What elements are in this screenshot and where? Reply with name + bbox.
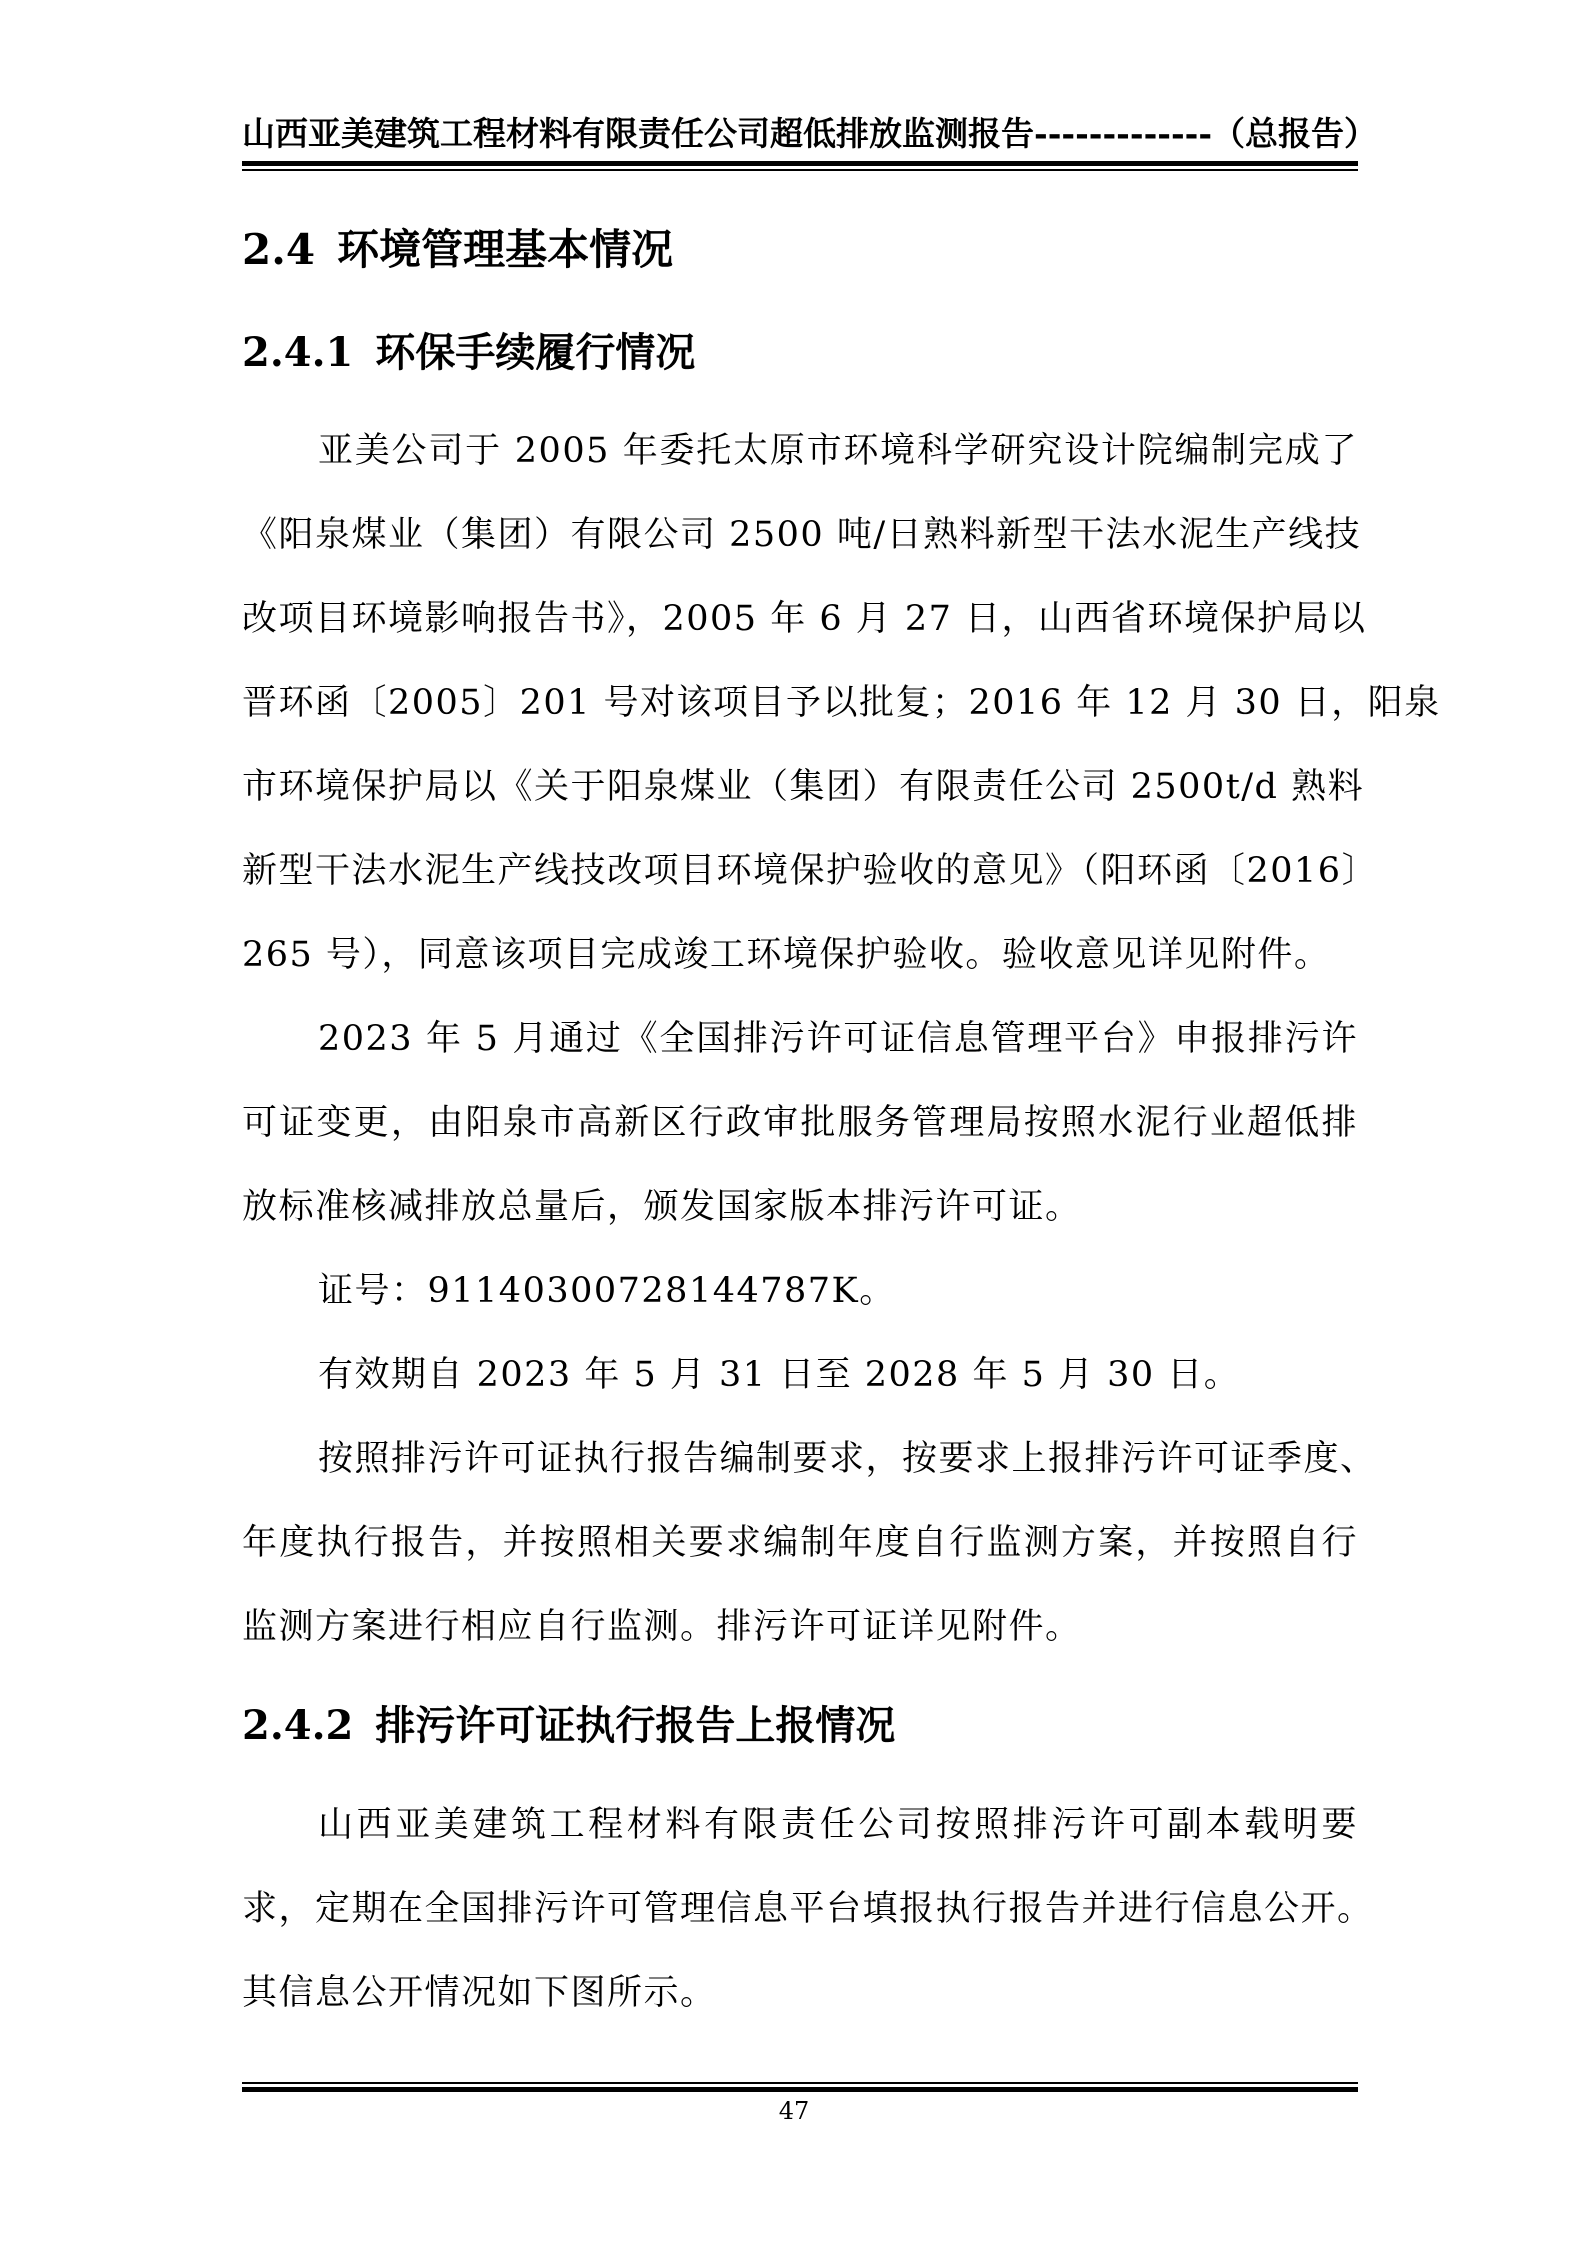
- paragraph-line: 新型干法水泥生产线技改项目环境保护验收的意见》（阳环函〔2016〕: [242, 851, 1379, 891]
- header-rule-thick: [242, 161, 1358, 166]
- section-2-4-1-heading: [242, 325, 695, 381]
- paragraph-line: 《阳泉煤业（集团）有限公司 2500 吨/日熟料新型干法水泥生产线技: [242, 515, 1362, 555]
- section-2-4-2-number: 2.4.2: [242, 1702, 354, 1749]
- paragraph-line: 亚美公司于 2005 年委托太原市环境科学研究设计院编制完成了: [318, 431, 1358, 471]
- paragraph-line: 监测方案进行相应自行监测。排污许可证详见附件。: [242, 1607, 1082, 1647]
- paragraph-line: 年度执行报告，并按照相关要求编制年度自行监测方案，并按照自行: [242, 1523, 1358, 1563]
- paragraph-line: 2023 年 5 月通过《全国排污许可证信息管理平台》申报排污许: [318, 1019, 1358, 1059]
- section-2-4-number: 2.4: [242, 225, 316, 274]
- paragraph-line: 可证变更，由阳泉市高新区行政审批服务管理局按照水泥行业超低排: [242, 1103, 1358, 1143]
- certificate-number: 证号：91140300728144787K。: [318, 1271, 896, 1311]
- paragraph-line: 265 号），同意该项目完成竣工环境保护验收。验收意见详见附件。: [242, 935, 1331, 975]
- footer-rule-thin: [242, 2082, 1358, 2084]
- paragraph-line: 按照排污许可证执行报告编制要求，按要求上报排污许可证季度、: [318, 1439, 1377, 1479]
- paragraph-line: 其信息公开情况如下图所示。: [242, 1973, 717, 2013]
- permit-validity: 有效期自 2023 年 5 月 31 日至 2028 年 5 月 30 日。: [318, 1355, 1241, 1395]
- section-2-4-1-number: 2.4.1: [242, 329, 354, 376]
- footer-rule-thick: [242, 2087, 1358, 2092]
- page-number: 47: [778, 2097, 810, 2125]
- section-2-4-2-title: 排污许可证执行报告上报情况: [375, 1702, 896, 1749]
- section-2-4-title: 环境管理基本情况: [337, 225, 674, 274]
- paragraph-line: 市环境保护局以《关于阳泉煤业（集团）有限责任公司 2500t/d 熟料: [242, 767, 1365, 807]
- paragraph-line: 山西亚美建筑工程材料有限责任公司按照排污许可副本载明要: [318, 1805, 1358, 1845]
- paragraph-line: 晋环函〔2005〕201 号对该项目予以批复；2016 年 12 月 30 日，阳泉: [242, 683, 1441, 723]
- section-2-4-1-title: 环保手续履行情况: [375, 329, 696, 376]
- paragraph-line: 放标准核减排放总量后，颁发国家版本排污许可证。: [242, 1187, 1082, 1227]
- paragraph-line: 求，定期在全国排污许可管理信息平台填报执行报告并进行信息公开。: [242, 1889, 1374, 1929]
- section-2-4-heading: [242, 222, 673, 278]
- section-2-4-2-heading: [242, 1698, 895, 1754]
- header-rule-thin: [242, 169, 1358, 171]
- report-header-title: 山西亚美建筑工程材料有限责任公司超低排放监测报告-------------（总报告）: [242, 114, 1378, 153]
- paragraph-line: 改项目环境影响报告书》，2005 年 6 月 27 日，山西省环境保护局以: [242, 599, 1367, 639]
